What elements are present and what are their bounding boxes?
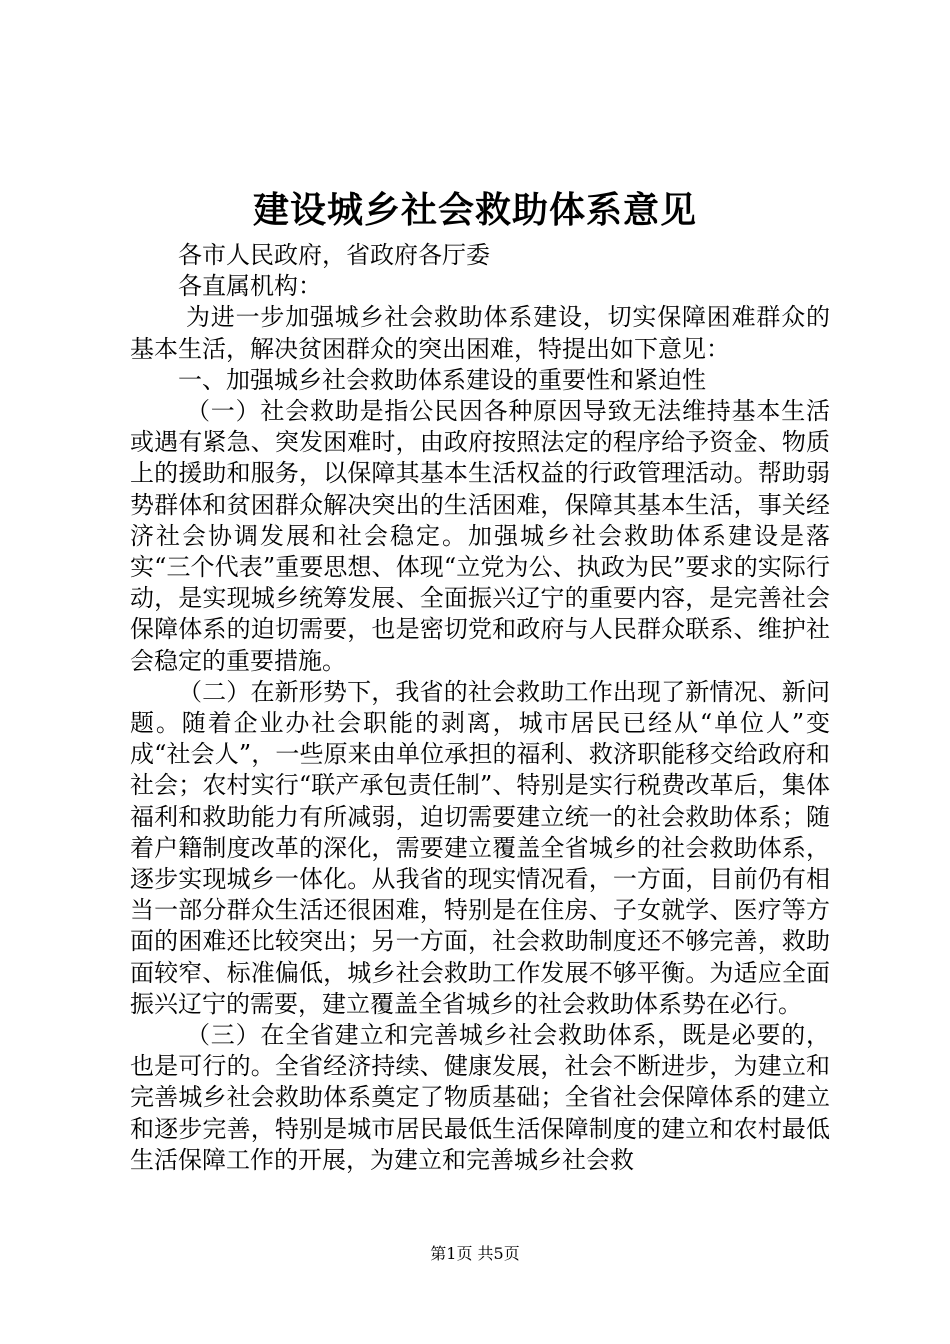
paragraph-intro: 为进一步加强城乡社会救助体系建设，切实保障困难群众的基本生活，解决贫困群众的突出困难，特提出如下意见： [130, 303, 830, 363]
paragraph-3: （三）在全省建立和完善城乡社会救助体系，既是必要的，也是可行的。全省经济持续、健康发展，社会不断进步，为建立和完善城乡社会救助体系奠定了物质基础；全省社会保障体系的建立和逐步完善，特别是城市居民最低生活保障制度的建立和农村最低生活保障工作的开展，为建立和完善城乡社会救 [130, 1021, 830, 1174]
paragraph-1: （一）社会救助是指公民因各种原因导致无法维持基本生活或遇有紧急、突发困难时，由政府按照法定的程序给予资金、物质上的援助和服务，以保障其基本生活权益的行政管理活动。帮助弱势群体和贫困群众解决突出的生活困难，保障其基本生活，事关经济社会协调发展和社会稳定。加强城乡社会救助体系建设是落实“三个代表”重要思想、体现“立党为公、执政为民”要求的实际行动，是实现城乡统筹发展、全面振兴辽宁的重要内容，是完善社会保障体系的迫切需要，也是密切党和政府与人民群众联系、维护社会稳定的重要措施。 [130, 397, 830, 675]
paragraph-2: （二）在新形势下，我省的社会救助工作出现了新情况、新问题。随着企业办社会职能的剥离，城市居民已经从“单位人”变成“社会人”，一些原来由单位承担的福利、救济职能移交给政府和社会；农村实行“联产承包责任制”、特别是实行税费改革后，集体福利和救助能力有所减弱，迫切需要建立统一的社会救助体系；随着户籍制度改革的深化，需要建立覆盖全省城乡的社会救助体系，逐步实现城乡一体化。从我省的现实情况看，一方面，目前仍有相当一部分群众生活还很困难，特别是在住房、子女就学、医疗等方面的困难还比较突出；另一方面，社会救助制度还不够完善，救助面较窄、标准偏低，城乡社会救助工作发展不够平衡。为适应全面振兴辽宁的需要，建立覆盖全省城乡的社会救助体系势在必行。 [130, 677, 830, 1018]
page-number: 第1页 共5页 [430, 1244, 520, 1263]
document-title: 建设城乡社会救助体系意见 [252, 189, 697, 231]
salutation-line-1: 各市人民政府，省政府各厅委 [178, 241, 490, 269]
salutation-line-2: 各直属机构： [178, 272, 322, 301]
section-heading-1: 一、加强城乡社会救助体系建设的重要性和紧迫性 [178, 365, 706, 394]
document-body [130, 240, 830, 1176]
